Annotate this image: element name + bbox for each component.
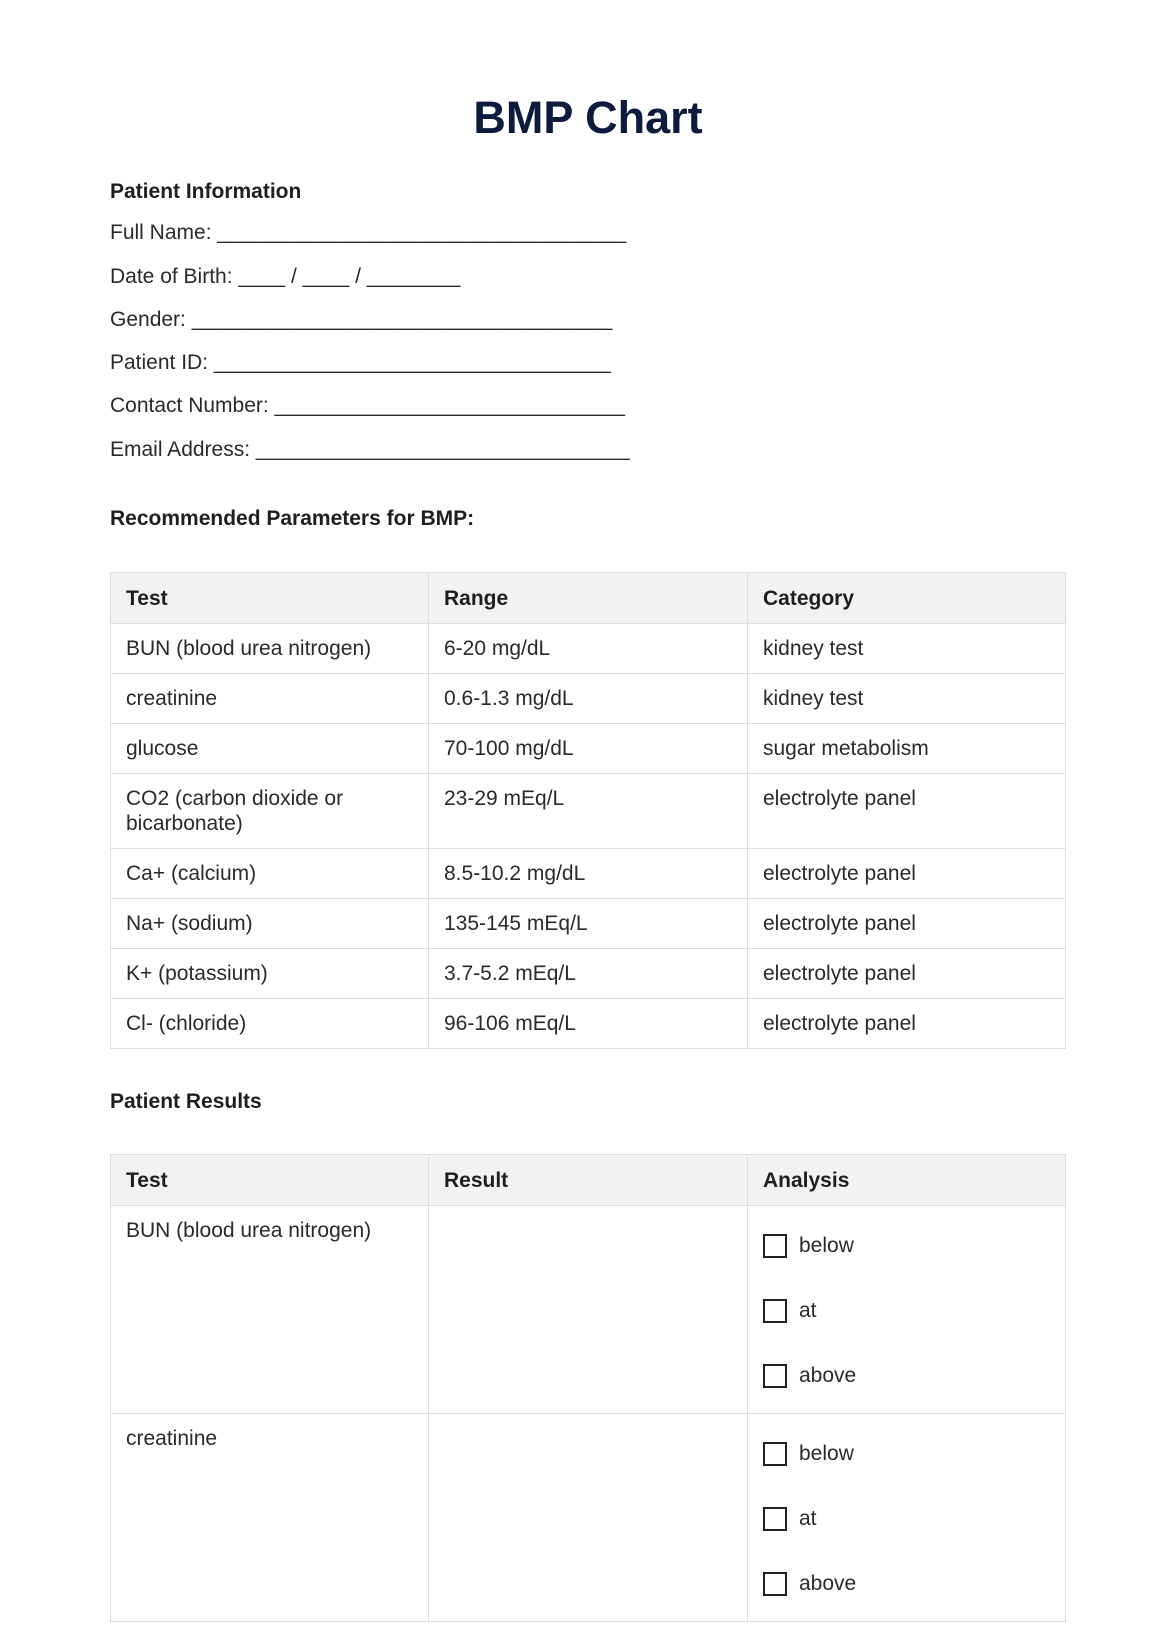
analysis-option-at[interactable] [763,1493,1050,1544]
header-analysis: Analysis [748,1155,1066,1206]
cell-category: electrolyte panel [748,949,1066,999]
cell-range: 135-145 mEq/L [429,899,748,949]
gender-field[interactable]: Gender: ____________________________________ [110,308,613,331]
analysis-option-below[interactable] [763,1220,1050,1271]
cell-test: Na+ (sodium) [111,899,429,949]
header-test: Test [111,573,429,624]
cell-test: Cl- (chloride) [111,999,429,1049]
table-row [111,999,1066,1049]
cell-range: 70-100 mg/dL [429,724,748,774]
analysis-option-above[interactable] [763,1558,1050,1609]
checkbox[interactable] [763,1364,787,1388]
checkbox[interactable] [763,1572,787,1596]
parameters-table [110,572,1066,1049]
cell-test: K+ (potassium) [111,949,429,999]
cell-range: 8.5-10.2 mg/dL [429,849,748,899]
checkbox-label: below [799,1442,854,1465]
cell-range: 23-29 mEq/L [429,774,748,849]
cell-analysis [748,1414,1066,1622]
cell-category: electrolyte panel [748,774,1066,849]
checkbox-label: below [799,1234,854,1257]
checkbox-label: above [799,1364,857,1387]
cell-category: electrolyte panel [748,899,1066,949]
patient-id-field[interactable]: Patient ID: __________________________________ [110,351,611,374]
table-row [111,1414,1066,1622]
email-field[interactable]: Email Address: ________________________________ [110,438,630,461]
result-input[interactable] [429,1414,748,1622]
dob-field[interactable]: Date of Birth: ____ / ____ / ________ [110,265,461,288]
patient-info-heading: Patient Information [110,180,302,203]
cell-category: electrolyte panel [748,999,1066,1049]
cell-test: BUN (blood urea nitrogen) [111,624,429,674]
table-row [111,774,1066,849]
header-test: Test [111,1155,429,1206]
cell-test: creatinine [111,1414,429,1622]
checkbox-label: at [799,1507,817,1530]
cell-category: kidney test [748,624,1066,674]
checkbox-label: at [799,1299,817,1322]
cell-test: BUN (blood urea nitrogen) [111,1206,429,1414]
analysis-option-above[interactable] [763,1350,1050,1401]
checkbox-label: above [799,1572,857,1595]
checkbox[interactable] [763,1299,787,1323]
cell-test: Ca+ (calcium) [111,849,429,899]
table-row [111,899,1066,949]
table-row [111,674,1066,724]
cell-range: 3.7-5.2 mEq/L [429,949,748,999]
cell-range: 96-106 mEq/L [429,999,748,1049]
header-range: Range [429,573,748,624]
analysis-option-at[interactable] [763,1285,1050,1336]
cell-category: electrolyte panel [748,849,1066,899]
table-row [111,724,1066,774]
cell-test: glucose [111,724,429,774]
result-input[interactable] [429,1206,748,1414]
cell-category: kidney test [748,674,1066,724]
cell-category: sugar metabolism [748,724,1066,774]
checkbox[interactable] [763,1507,787,1531]
cell-test: creatinine [111,674,429,724]
cell-test: CO2 (carbon dioxide or bicarbonate) [111,774,429,849]
table-row [111,1206,1066,1414]
results-table [110,1154,1066,1622]
contact-number-field[interactable]: Contact Number: ______________________________ [110,394,625,417]
header-result: Result [429,1155,748,1206]
table-row [111,949,1066,999]
table-row [111,849,1066,899]
page-title: BMP Chart [473,92,703,143]
cell-analysis [748,1206,1066,1414]
cell-range: 0.6-1.3 mg/dL [429,674,748,724]
table-row [111,624,1066,674]
results-heading: Patient Results [110,1090,262,1113]
header-category: Category [748,573,1066,624]
full-name-field[interactable]: Full Name: ___________________________________ [110,221,627,244]
checkbox[interactable] [763,1442,787,1466]
analysis-option-below[interactable] [763,1428,1050,1479]
cell-range: 6-20 mg/dL [429,624,748,674]
parameters-heading: Recommended Parameters for BMP: [110,507,475,530]
checkbox[interactable] [763,1234,787,1258]
